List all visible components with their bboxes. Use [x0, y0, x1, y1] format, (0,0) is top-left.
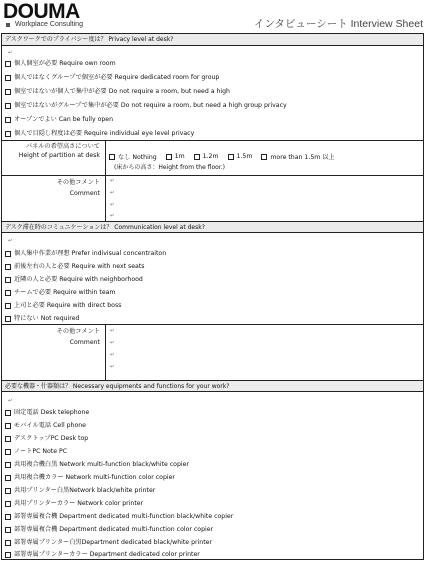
partition-option-1-5m[interactable]: 1.5m: [228, 153, 253, 160]
checkbox[interactable]: [5, 75, 11, 81]
partition-option-nothing[interactable]: なし Nothing: [109, 152, 157, 161]
paragraph-mark: ↵: [8, 238, 13, 244]
communication-option-4[interactable]: チームで必要 Require within team: [5, 289, 115, 297]
privacy-option-3[interactable]: 個室ではないが個人で集中が必要 Do not require a room, but need a high: [5, 88, 230, 96]
checkbox[interactable]: [5, 552, 11, 558]
page-header: [0, 0, 425, 34]
equipment-option-1[interactable]: 固定電話 Desk telephone: [5, 409, 89, 417]
equipment-option-11[interactable]: 部署専属プリンター白黒Department dedicated black/white printer: [5, 539, 212, 547]
partition-label-en: Height of partition at desk: [18, 152, 100, 159]
partition-label-ja: パネルの希望高さについて: [25, 143, 100, 150]
checkbox[interactable]: [5, 89, 11, 95]
paragraph-mark: ↵: [110, 352, 115, 358]
checkbox[interactable]: [5, 277, 11, 283]
checkbox[interactable]: [166, 154, 172, 160]
comment-label-ja: その他コメント: [56, 328, 100, 335]
communication-option-1[interactable]: 個人集中作業が理想 Prefer indivisual concentraiton: [5, 250, 166, 258]
checkbox[interactable]: [5, 303, 11, 309]
communication-option-6[interactable]: 特にない Not required: [5, 315, 79, 323]
equipment-option-5[interactable]: 共用複合機白黒 Network multi-function black/white copier: [5, 461, 189, 469]
checkbox[interactable]: [5, 501, 11, 507]
equipment-option-9[interactable]: 部署専属複合機 Department dedicated multi-function black/white copier: [5, 513, 233, 521]
privacy-section-heading: デスクワークでのプライバシー度は？ Privacy level at desk?: [2, 34, 423, 46]
divider: [2, 324, 423, 325]
divider: [105, 140, 106, 222]
checkbox[interactable]: [5, 449, 11, 455]
paragraph-mark: ↵: [110, 178, 115, 184]
equipment-section-heading: 必要な機器・什器類は？ Necessary equipments and functions for your work?: [2, 380, 423, 392]
square-bullet-icon: [6, 23, 10, 27]
checkbox[interactable]: [5, 540, 11, 546]
divider: [2, 175, 423, 176]
checkbox[interactable]: [261, 154, 267, 160]
checkbox[interactable]: [5, 423, 11, 429]
checkbox[interactable]: [5, 290, 11, 296]
paragraph-mark: ↵: [110, 328, 115, 334]
partition-option-1-2m[interactable]: 1.2m: [194, 153, 219, 160]
comment-label-en: Comment: [69, 190, 100, 197]
equipment-option-4[interactable]: ノートPC Note PC: [5, 448, 67, 456]
checkbox[interactable]: [228, 154, 234, 160]
interview-form: [1, 33, 424, 560]
checkbox[interactable]: [5, 131, 11, 137]
partition-note: (床からの高さ：Height from the floor.): [114, 164, 225, 171]
partition-option-1m[interactable]: 1m: [166, 153, 185, 160]
paragraph-mark: ↵: [8, 398, 13, 404]
checkbox[interactable]: [109, 154, 115, 160]
privacy-option-1[interactable]: 個人個室が必要 Require own room: [5, 60, 116, 68]
equipment-option-12[interactable]: 部署専属プリンターカラー Department dedicated color printer: [5, 551, 200, 559]
checkbox[interactable]: [5, 316, 11, 322]
checkbox[interactable]: [5, 462, 11, 468]
divider: [2, 140, 423, 141]
communication-option-2[interactable]: 前後左右の人と必要 Require with next seats: [5, 263, 144, 271]
paragraph-mark: ↵: [8, 50, 13, 56]
communication-option-5[interactable]: 上司と必要 Require with direct boss: [5, 302, 121, 310]
paragraph-mark: ↵: [110, 340, 115, 346]
privacy-option-4[interactable]: 個室ではないがグループで集中が必要 Do not require a room, but need a high group privacy: [5, 102, 287, 110]
privacy-option-6[interactable]: 個人で目隠し程度は必要 Require individual eye level privacy: [5, 130, 194, 138]
tagline-text: Workplace Consulting: [15, 21, 83, 28]
checkbox[interactable]: [5, 264, 11, 270]
paragraph-mark: ↵: [110, 202, 115, 208]
checkbox[interactable]: [5, 251, 11, 257]
checkbox[interactable]: [5, 117, 11, 123]
document-title: インタビューシート Interview Sheet: [253, 18, 423, 30]
checkbox[interactable]: [5, 514, 11, 520]
company-tagline: [6, 21, 83, 28]
partition-options: [109, 152, 344, 161]
partition-option-more[interactable]: more than 1.5m 以上: [261, 152, 334, 161]
equipment-option-7[interactable]: 共用プリンター白黒Network black/white printer: [5, 487, 155, 495]
company-logo: DOUMA: [3, 0, 80, 23]
comment-label-en: Comment: [69, 339, 100, 346]
communication-option-3[interactable]: 近隣の人と必要 Require with neighborhood: [5, 276, 143, 284]
checkbox[interactable]: [5, 527, 11, 533]
privacy-option-2[interactable]: 個人ではなくグループで個室が必要 Require dedicated room for group: [5, 74, 219, 82]
paragraph-mark: ↵: [110, 190, 115, 196]
equipment-option-8[interactable]: 共用プリンターカラー Network color printer: [5, 500, 143, 508]
equipment-option-10[interactable]: 部署専属複合機 Department dedicated multi-function color copier: [5, 526, 213, 534]
privacy-option-5[interactable]: オープンでよい Can be fully open: [5, 116, 113, 124]
checkbox[interactable]: [5, 475, 11, 481]
checkbox[interactable]: [5, 436, 11, 442]
comment-label-ja: その他コメント: [56, 179, 100, 186]
checkbox[interactable]: [5, 410, 11, 416]
communication-section-heading: デスク滞在時のコミュニケーションは？ Communication level at desk?: [2, 221, 423, 233]
checkbox[interactable]: [5, 103, 11, 109]
paragraph-mark: ↵: [110, 213, 115, 219]
equipment-option-2[interactable]: モバイル電話 Cell phone: [5, 422, 86, 430]
checkbox[interactable]: [5, 488, 11, 494]
checkbox[interactable]: [5, 61, 11, 67]
divider: [105, 324, 106, 381]
equipment-option-3[interactable]: デスクトップPC Desk top: [5, 435, 88, 443]
equipment-option-6[interactable]: 共用複合機カラー Network multi-function color copier: [5, 474, 175, 482]
checkbox[interactable]: [194, 154, 200, 160]
paragraph-mark: ↵: [110, 364, 115, 370]
